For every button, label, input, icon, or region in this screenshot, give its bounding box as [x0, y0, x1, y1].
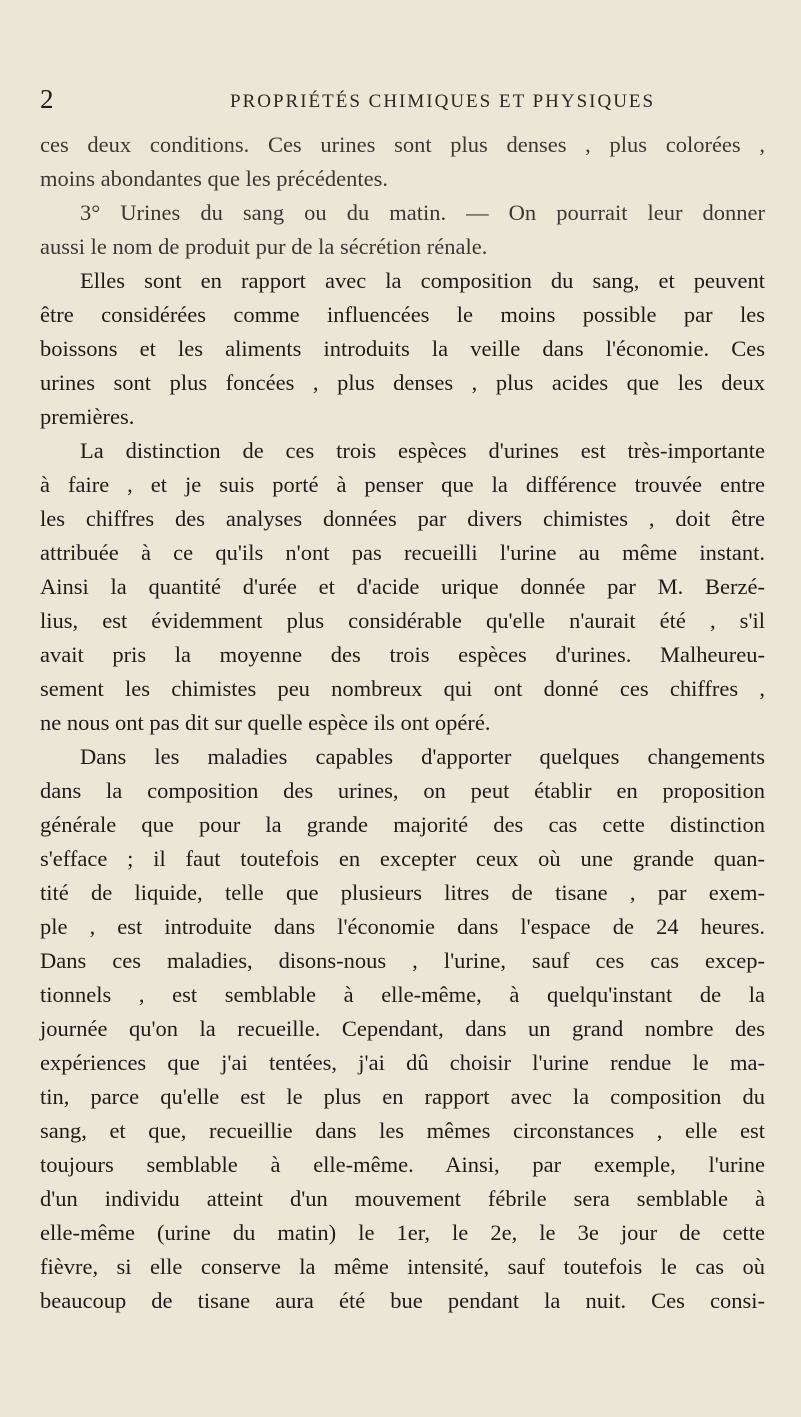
text-line: elle-même (urine du matin) le 1er, le 2e, le 3e jour de cette	[40, 1220, 765, 1245]
text-line: tité de liquide, telle que plusieurs litres de tisane , par exem-	[40, 880, 765, 905]
text-line: attribuée à ce qu'ils n'ont pas recueilli l'urine au même instant.	[40, 540, 765, 565]
text-line: Ainsi la quantité d'urée et d'acide urique donnée par M. Berzé-	[40, 574, 765, 599]
text-line: tin, parce qu'elle est le plus en rapport avec la composition du	[40, 1084, 765, 1109]
text-line: urines sont plus foncées , plus denses , plus acides que les deux	[40, 370, 765, 395]
page-header	[40, 84, 761, 120]
text-line: journée qu'on la recueille. Cependant, dans un grand nombre des	[40, 1016, 765, 1041]
running-title: PROPRIÉTÉS CHIMIQUES ET PHYSIQUES	[230, 91, 656, 112]
text-line: expériences que j'ai tentées, j'ai dû choisir l'urine rendue le ma-	[40, 1050, 765, 1075]
text-line: s'efface ; il faut toutefois en excepter ceux où une grande quan-	[40, 846, 765, 871]
text-line: ces deux conditions. Ces urines sont plus denses , plus colorées ,	[40, 132, 765, 157]
text-line: aussi le nom de produit pur de la sécrétion rénale.	[40, 234, 488, 259]
text-line: moins abondantes que les précédentes.	[40, 166, 389, 191]
text-line: Dans ces maladies, disons-nous , l'urine, sauf ces cas excep-	[40, 948, 765, 973]
text-line: 3° Urines du sang ou du matin. — On pourrait leur donner	[80, 200, 765, 225]
text-line: sang, et que, recueillie dans les mêmes circonstances , elle est	[40, 1118, 765, 1143]
text-line: La distinction de ces trois espèces d'urines est très-importante	[80, 438, 765, 463]
text-line: toujours semblable à elle-même. Ainsi, par exemple, l'urine	[40, 1152, 765, 1177]
body-text	[40, 128, 765, 1318]
text-line: fièvre, si elle conserve la même intensité, sauf toutefois le cas où	[40, 1254, 765, 1279]
text-line: générale que pour la grande majorité des cas cette distinction	[40, 812, 765, 837]
text-line: à faire , et je suis porté à penser que la différence trouvée entre	[40, 472, 765, 497]
text-line: ne nous ont pas dit sur quelle espèce ils ont opéré.	[40, 710, 491, 735]
page-number: 2	[40, 84, 54, 114]
text-line: premières.	[40, 404, 135, 429]
text-line: d'un individu atteint d'un mouvement fébrile sera semblable à	[40, 1186, 765, 1211]
text-line: beaucoup de tisane aura été bue pendant la nuit. Ces consi-	[40, 1288, 765, 1313]
text-line: lius, est évidemment plus considérable qu'elle n'aurait été , s'il	[40, 608, 765, 633]
text-line: avait pris la moyenne des trois espèces d'urines. Malheureu-	[40, 642, 765, 667]
text-line: sement les chimistes peu nombreux qui ont donné ces chiffres ,	[40, 676, 765, 701]
text-line: Dans les maladies capables d'apporter quelques changements	[80, 744, 765, 769]
text-line: être considérées comme influencées le moins possible par les	[40, 302, 765, 327]
text-line: les chiffres des analyses données par divers chimistes , doit être	[40, 506, 765, 531]
text-line: ple , est introduite dans l'économie dans l'espace de 24 heures.	[40, 914, 765, 939]
text-line: Elles sont en rapport avec la composition du sang, et peuvent	[80, 268, 765, 293]
text-line: tionnels , est semblable à elle-même, à quelqu'instant de la	[40, 982, 765, 1007]
text-line: boissons et les aliments introduits la veille dans l'économie. Ces	[40, 336, 765, 361]
text-line: dans la composition des urines, on peut établir en proposition	[40, 778, 765, 803]
